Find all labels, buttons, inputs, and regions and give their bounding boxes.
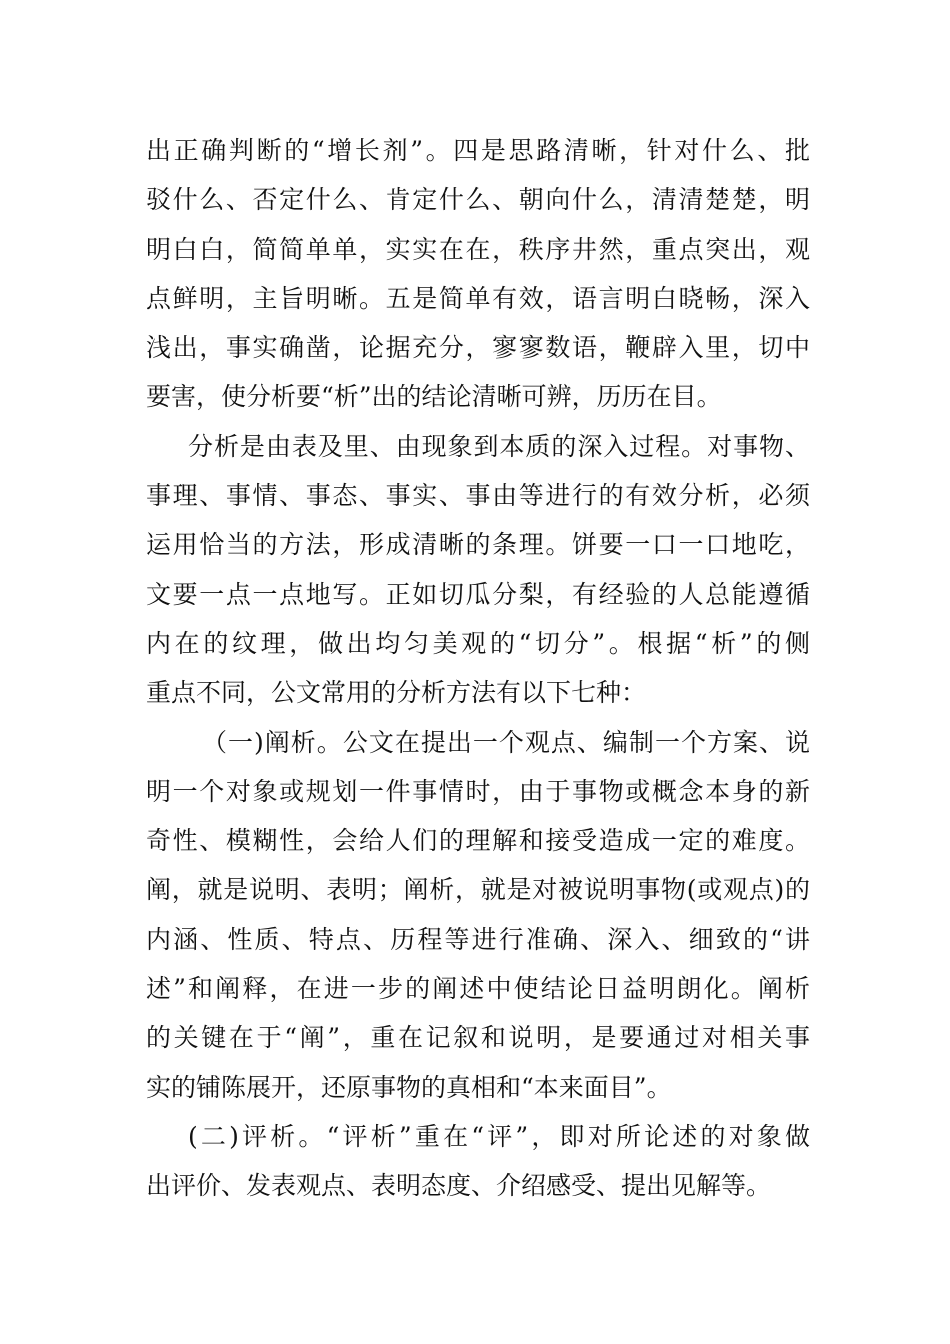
- text-line: 运用恰当的方法，形成清晰的条理。饼要一口一口地吃，: [146, 530, 810, 560]
- text-line: 出正确判断的“增长剂”。四是思路清晰，针对什么、批: [146, 136, 810, 165]
- text-line: 出评价、发表观点、表明态度、介绍感受、提出见解等。: [146, 1171, 772, 1201]
- text-line: 明一个对象或规划一件事情时，由于事物或概念本身的新: [146, 776, 810, 806]
- text-line: 驳什么、否定什么、肯定什么、朝向什么，清清楚楚，明: [146, 185, 810, 215]
- text-line: 点鲜明，主旨明晰。五是简单有效，语言明白晓畅，深入: [146, 283, 810, 313]
- text-line: 明白白，简简单单，实实在在，秩序井然，重点突出，观: [146, 234, 810, 264]
- section-heading-line: （一)阐析。公文在提出一个观点、编制一个方案、说: [202, 727, 810, 757]
- text-line: 实的铺陈展开，还原事物的真相和“本来面目”。: [146, 1072, 672, 1102]
- text-line: 浅出，事实确凿，论据充分，寥寥数语，鞭辟入里，切中: [146, 333, 810, 363]
- text-line: 内涵、性质、特点、历程等进行准确、深入、细致的“讲: [146, 924, 810, 954]
- body-text: [146, 126, 810, 1211]
- section-heading-line: (二)评析。“评析”重在“评”，即对所论述的对象做: [188, 1121, 810, 1151]
- text-line: 事理、事情、事态、事实、事由等进行的有效分析，必须: [146, 481, 810, 511]
- text-line: 阐，就是说明、表明；阐析，就是对被说明事物(或观点)的: [146, 875, 810, 905]
- text-line: 奇性、模糊性，会给人们的理解和接受造成一定的难度。: [146, 826, 810, 856]
- paragraph-first-line: 分析是由表及里、由现象到本质的深入过程。对事物、: [188, 431, 810, 461]
- text-line: 述”和阐释，在进一步的阐述中使结论日益明朗化。阐析: [146, 974, 810, 1004]
- text-line: 的关键在于“阐”，重在记叙和说明，是要通过对相关事: [146, 1023, 810, 1053]
- text-line: 内在的纹理，做出均匀美观的“切分”。根据“析”的侧: [146, 628, 810, 658]
- text-line: 要害，使分析要“析”出的结论清晰可辨，历历在目。: [146, 382, 722, 412]
- text-line: 重点不同，公文常用的分析方法有以下七种：: [146, 678, 647, 708]
- text-line: 文要一点一点地写。正如切瓜分梨，有经验的人总能遵循: [146, 579, 810, 609]
